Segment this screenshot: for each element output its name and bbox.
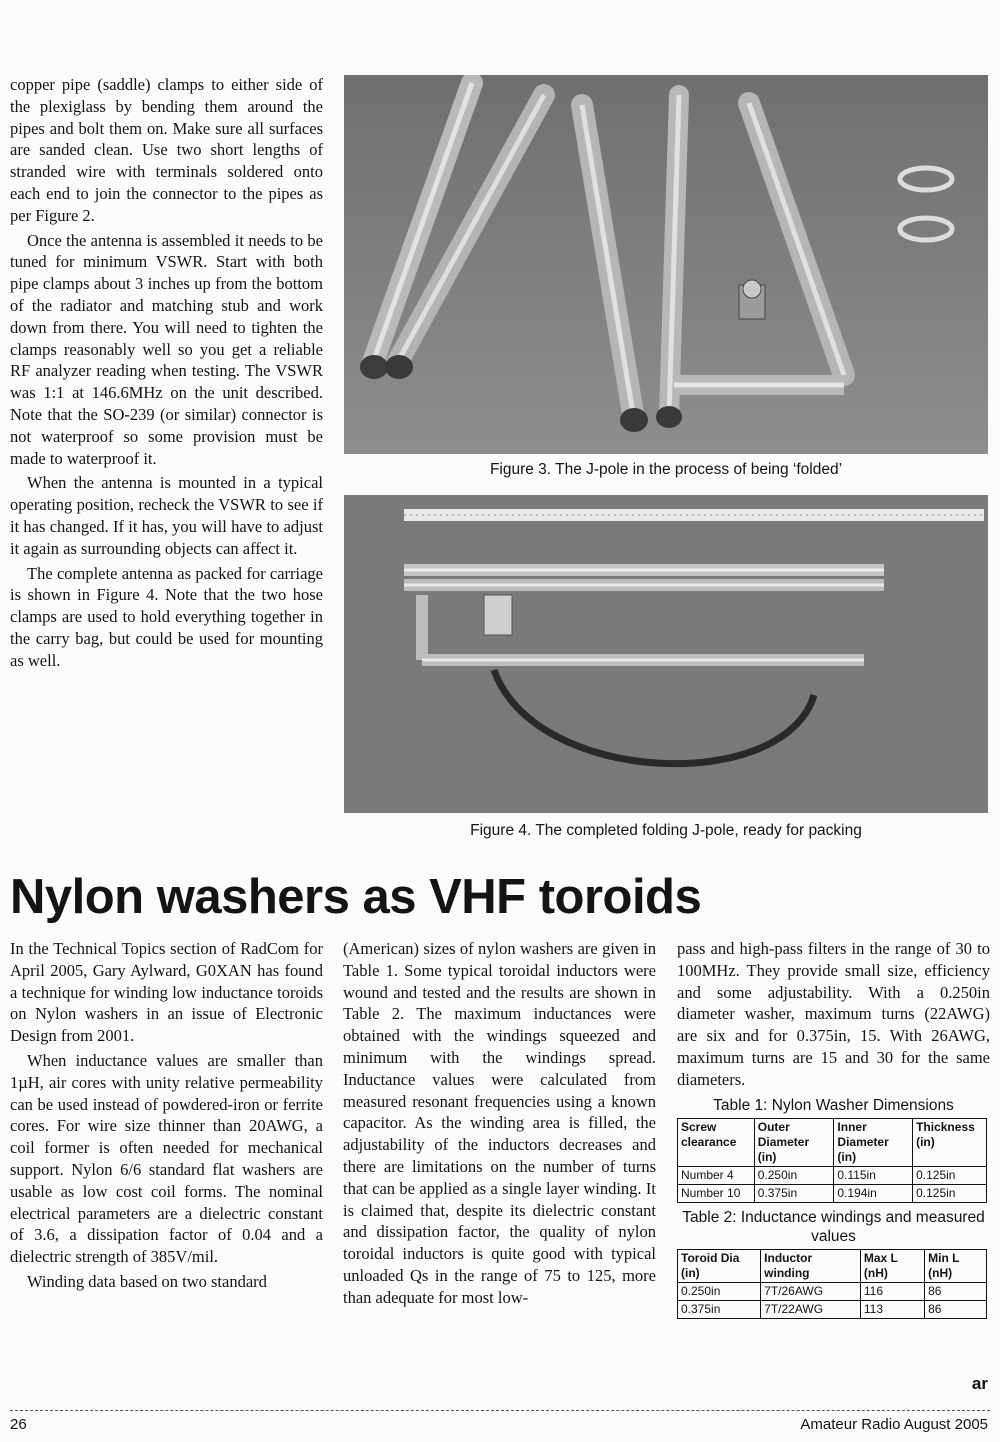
- paragraph: In the Technical Topics section of RadCom for April 2005, Gary Aylward, G0XAN has found a technique for winding low inductance toroids on Nylon washers in an issue of Electronic Design from 2001.: [10, 939, 323, 1046]
- table-cell: 0.125in: [913, 1166, 987, 1184]
- footer-divider: [10, 1410, 990, 1411]
- table-1: [677, 1118, 987, 1203]
- table-row: [678, 1300, 987, 1318]
- table-cell: 7T/22AWG: [761, 1300, 861, 1318]
- paragraph: Winding data based on two standard: [27, 1271, 267, 1291]
- table-2-caption: Table 2: Inductance windings and measured values: [682, 1208, 985, 1245]
- table-row: [678, 1184, 987, 1202]
- table-cell: 0.375in: [678, 1300, 761, 1318]
- paragraph: pass and high-pass filters in the range of 30 to 100MHz. They provide small size, efficiency and some adjustability. With a 0.250in diameter washer, maximum turns (22AWG) are six and for 0.375in, 15. With 26AWG, maximum turns are 15 and 30 for the same diameters.: [677, 939, 990, 1089]
- table-cell: 86: [925, 1282, 987, 1300]
- article-end-mark: ar: [971, 1374, 988, 1393]
- table-cell: 0.125in: [913, 1184, 987, 1202]
- table-header: Inner Diameter (in): [834, 1118, 913, 1166]
- table-row: [678, 1166, 987, 1184]
- paragraph: Once the antenna is assembled it needs to be tuned for minimum VSWR. Start with both pipe clamps about 3 inches up from the bottom of the radiator and matching stub and work down from there. You will need to tighten the clamps reasonably well so you get a reliable RF analyzer reading when testing. The VSWR was 1:1 at 146.6MHz on the unit described. Note that the SO-239 (or similar) connector is not waterproof so some provision must be made to waterproof it.: [10, 230, 323, 468]
- table-cell: 0.194in: [834, 1184, 913, 1202]
- table-header: Min L (nH): [925, 1249, 987, 1282]
- table-cell: 0.375in: [754, 1184, 834, 1202]
- table-cell: 0.115in: [834, 1166, 913, 1184]
- table-cell: Number 4: [678, 1166, 755, 1184]
- table-cell: 113: [860, 1300, 924, 1318]
- figure-4-caption: Figure 4. The completed folding J-pole, ready for packing: [470, 822, 862, 839]
- table-header: Inductor winding: [761, 1249, 861, 1282]
- table-row: [678, 1282, 987, 1300]
- table-cell: Number 10: [678, 1184, 755, 1202]
- table-cell: 0.250in: [754, 1166, 834, 1184]
- table-2: [677, 1249, 987, 1319]
- publication-title: Amateur Radio August 2005: [800, 1416, 988, 1433]
- table-cell: 116: [860, 1282, 924, 1300]
- table-cell: 0.250in: [678, 1282, 761, 1300]
- paragraph: When the antenna is mounted in a typical operating position, recheck the VSWR to see if it has changed. If it has, you will have to adjust it again as surrounding objects can affect it.: [10, 473, 323, 558]
- table-header: Screw clearance: [678, 1118, 755, 1166]
- article-column-1: [10, 938, 323, 1293]
- paragraph: copper pipe (saddle) clamps to either side of the plexiglass by bending them around the pipes and bolt them on. Make sure all surfaces are sanded clean. Use two short lengths of stranded wire with terminals soldered onto each end to join the connector to the pipes as per Figure 2.: [10, 75, 323, 225]
- table-cell: 7T/26AWG: [761, 1282, 861, 1300]
- table-header: Toroid Dia (in): [678, 1249, 761, 1282]
- table-header: Thickness (in): [913, 1118, 987, 1166]
- figure-4-photo: [344, 495, 988, 813]
- figure-3-photo: [344, 75, 988, 454]
- paragraph: The complete antenna as packed for carriage is shown in Figure 4. Note that the two hose clamps are used to hold everything together in the carry bag, but could be used for mounting as well.: [10, 563, 323, 670]
- figure-3-caption: Figure 3. The J-pole in the process of being ‘folded’: [489, 461, 843, 478]
- article-column-3: [677, 938, 990, 1319]
- article-headline: Nylon washers as VHF toroids: [10, 870, 702, 924]
- table-1-caption: Table 1: Nylon Washer Dimensions: [713, 1096, 954, 1114]
- paragraph: When inductance values are smaller than 1µH, air cores with unity relative permeability can be used instead of powdered-iron or ferrite cores. For wire size thinner than 20AWG, a coil former is often needed for mechanical support. Nylon 6/6 standard flat washers are usable as low cost coil forms. The nominal electrical parameters are a dielectric constant of 3.6, a dissipation factor of 0.04 and a dielectric strength of 385V/mil.: [10, 1050, 323, 1267]
- table-header: Outer Diameter (in): [754, 1118, 834, 1166]
- article-column-2: [343, 938, 656, 1309]
- page-number: 26: [10, 1416, 27, 1433]
- table-cell: 86: [925, 1300, 987, 1318]
- article-column-top: [10, 74, 323, 672]
- table-header: Max L (nH): [860, 1249, 924, 1282]
- paragraph: (American) sizes of nylon washers are given in Table 1. Some typical toroidal inductors were wound and tested and the results are shown in Table 2. The maximum inductances were obtained with the windings squeezed and minimum with the windings spread. Inductance values were calculated from measured resonant frequencies using a known capacitor. As the winding area is filled, the adjustability of the inductors decreases and there are limitations on the number of turns that can be applied as a single layer winding. It is claimed that, despite its dielectric constant and dissipation factor, the quality of nylon toroidal inductors is quite good with typical unloaded Qs in the range of 75 to 125, more than adequate for most low-: [343, 939, 656, 1307]
